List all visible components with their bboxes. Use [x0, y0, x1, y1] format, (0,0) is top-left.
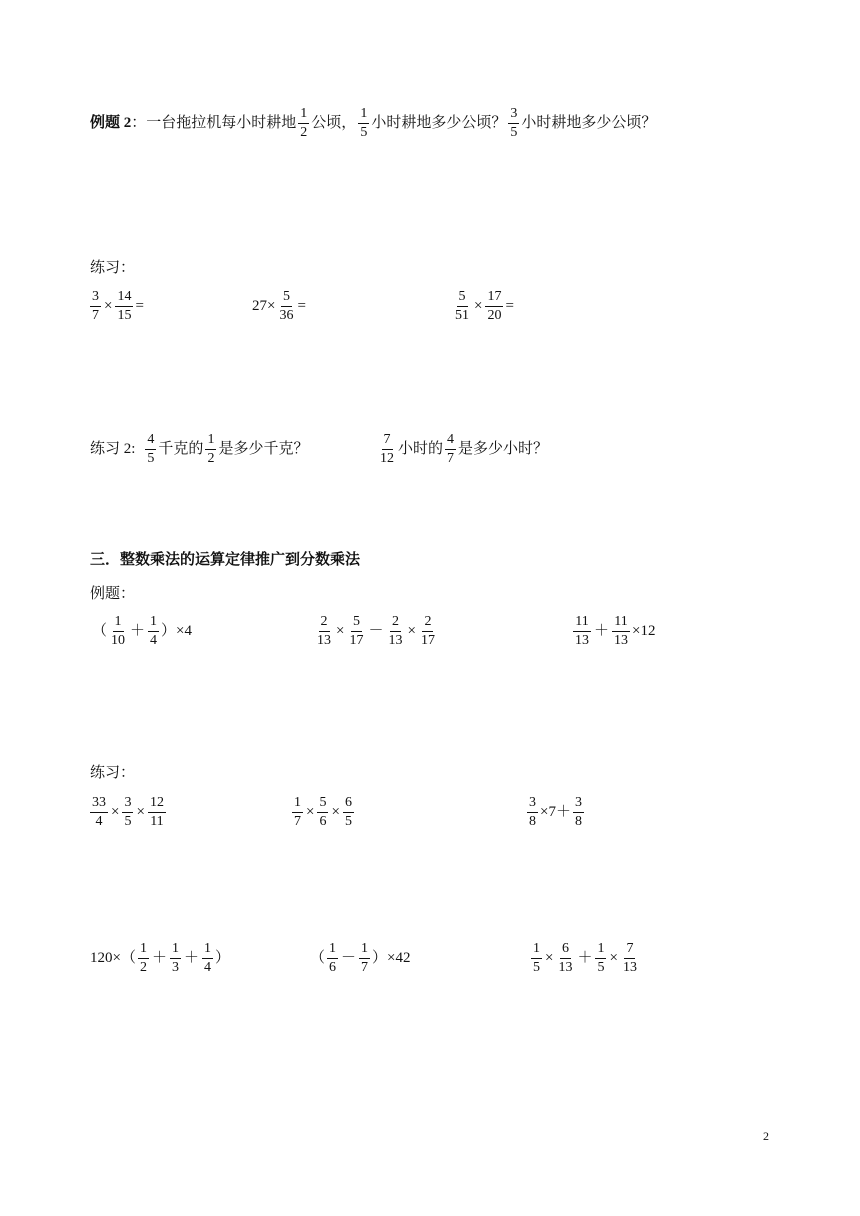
multiply-sign: × [331, 804, 340, 821]
plus-sign: ＋ [577, 950, 593, 967]
fraction: $\frac{1}{5}$ [597, 941, 605, 976]
example-label: 例题： [90, 586, 136, 603]
fraction: $\frac{11}{13}$ [575, 614, 589, 649]
practice-expression [451, 289, 514, 324]
multiply-sign: × [545, 950, 554, 967]
multiply-sign: × [336, 623, 345, 640]
section-heading: 三．整数乘法的运算定律推广到分数乘法 [90, 552, 361, 569]
fraction: $\frac{3}{5}$ [124, 795, 132, 830]
expression-tail: ×12 [632, 623, 656, 640]
right-paren: ）×4 [161, 623, 192, 640]
multiply-sign: × [407, 623, 416, 640]
fraction: $\frac{1}{6}$ [329, 941, 337, 976]
right-paren: ） [215, 950, 231, 967]
question-text: 是多少千克？ [218, 441, 309, 458]
left-paren: （ [310, 950, 326, 967]
practice-expression [88, 289, 144, 324]
fraction: $\frac{14}{15}$ [117, 289, 132, 324]
question-text: 是多少小时？ [458, 441, 549, 458]
fraction: $\frac{12}{11}$ [149, 795, 164, 830]
equals-sign: = [505, 298, 514, 315]
fraction: $\frac{7}{13}$ [622, 941, 637, 976]
problem-text: 小时耕地多少公顷？ [371, 115, 507, 132]
practice-expression [529, 941, 641, 976]
example-expression [571, 614, 655, 649]
fraction: $\frac{5}{51}$ [455, 289, 469, 324]
question-text: 小时的 [398, 441, 444, 458]
fraction: $\frac{2}{13}$ [317, 614, 331, 649]
fraction: $\frac{5}{36}$ [279, 289, 294, 324]
plus-sign: ＋ [183, 950, 199, 967]
minus-sign: － [368, 623, 384, 640]
example-expression [92, 614, 192, 649]
question-text: 千克的 [158, 441, 204, 458]
practice-expression [90, 941, 230, 976]
practice-2-label: 练习 2: [90, 441, 136, 458]
equals-sign: = [297, 298, 306, 315]
left-paren: （ [92, 623, 108, 640]
fraction: $\frac{2}{13}$ [388, 614, 403, 649]
fraction: $\frac{1}{2}$ [300, 106, 308, 141]
fraction: $\frac{17}{20}$ [487, 289, 502, 324]
multiply-sign: × [104, 298, 113, 315]
practice-expression [252, 289, 306, 324]
equals-sign: = [135, 298, 144, 315]
fraction: $\frac{1}{2}$ [139, 941, 147, 976]
problem-text: 一台拖拉机每小时耕地 [146, 115, 297, 132]
fraction: $\frac{33}{4}$ [92, 795, 106, 830]
practice-2-line [90, 432, 308, 467]
expression-prefix: 120×（ [90, 950, 136, 967]
fraction: $\frac{11}{13}$ [614, 614, 629, 649]
fraction: $\frac{1}{10}$ [111, 614, 126, 649]
plus-sign: ＋ [130, 623, 146, 640]
example-expression [313, 614, 439, 649]
fraction: $\frac{1}{5}$ [360, 106, 368, 141]
fraction: $\frac{4}{7}$ [447, 432, 455, 467]
fraction: $\frac{3}{7}$ [92, 289, 99, 324]
page-number: 2 [763, 1129, 769, 1143]
practice-expression [310, 941, 411, 976]
right-paren: ）×42 [372, 950, 411, 967]
fraction: $\frac{1}{2}$ [207, 432, 215, 467]
practice-expression [290, 795, 356, 830]
fraction: $\frac{7}{12}$ [380, 432, 394, 467]
problem-text: 小时耕地多少公顷？ [521, 115, 657, 132]
multiply-sign: × [474, 298, 483, 315]
practice-2-question [376, 432, 548, 467]
plus-sign: ＋ [151, 950, 167, 967]
practice-label: 练习： [90, 260, 136, 277]
practice-label: 练习： [90, 765, 136, 782]
fraction: $\frac{4}{5}$ [147, 432, 155, 467]
integer-factor: 27× [252, 298, 276, 315]
fraction: $\frac{1}{5}$ [533, 941, 540, 976]
multiply-sign: × [306, 804, 315, 821]
fraction: $\frac{1}{7}$ [361, 941, 369, 976]
example-2-label: 例题 2 [90, 115, 132, 132]
multiply-sign: × [136, 804, 145, 821]
fraction: $\frac{2}{17}$ [420, 614, 435, 649]
fraction: $\frac{3}{8}$ [529, 795, 536, 830]
fraction: $\frac{1}{3}$ [171, 941, 179, 976]
fraction: $\frac{6}{13}$ [558, 941, 573, 976]
practice-expression [525, 795, 586, 830]
multiply-sign: × [609, 950, 618, 967]
fraction: $\frac{3}{5}$ [510, 106, 518, 141]
fraction: $\frac{3}{8}$ [574, 795, 582, 830]
fraction: $\frac{5}{17}$ [349, 614, 364, 649]
plus-sign: ＋ [594, 623, 610, 640]
expression-middle: ×7＋ [540, 804, 571, 821]
multiply-sign: × [111, 804, 120, 821]
fraction: $\frac{6}{5}$ [344, 795, 352, 830]
minus-sign: － [341, 950, 357, 967]
fraction: $\frac{5}{6}$ [319, 795, 327, 830]
fraction: $\frac{1}{4}$ [204, 941, 211, 976]
example-2-line [90, 106, 656, 141]
practice-expression [88, 795, 168, 830]
fraction: $\frac{1}{4}$ [150, 614, 158, 649]
fraction: $\frac{1}{7}$ [294, 795, 301, 830]
problem-text: 公顷， [311, 115, 357, 132]
colon: ： [131, 115, 147, 132]
